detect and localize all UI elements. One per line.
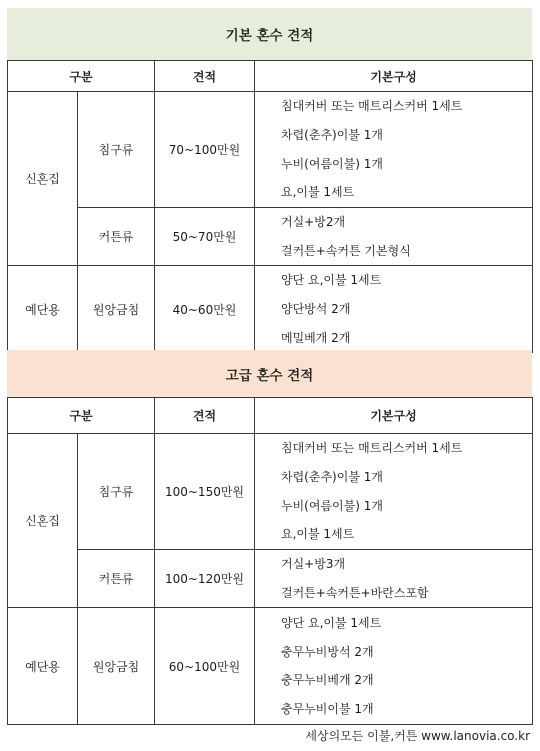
footer-credit: 세상의모든 이불,커튼 www.lanovia.co.kr <box>305 729 530 743</box>
composition-line: 걸커튼+속커튼+바란스포함 <box>281 585 429 600</box>
composition-line: 거실+방2개 <box>281 215 346 229</box>
item-composition <box>255 608 533 725</box>
composition-line: 요,이불 1세트 <box>281 527 355 542</box>
composition-line: 충무누비이불 1개 <box>281 702 374 717</box>
basic-estimate-title: 기본 혼수 견적 <box>7 8 532 60</box>
composition-line: 침대커버 또는 매트리스커버 1세트 <box>281 441 463 456</box>
table-row <box>8 92 533 208</box>
item-type: 원앙금침 <box>78 266 155 353</box>
table-header-row <box>8 61 533 92</box>
composition-line: 누비(여름이불) 1개 <box>281 156 383 171</box>
item-price: 40~60만원 <box>155 266 255 353</box>
composition-line: 양단방석 2개 <box>281 302 351 317</box>
header-estimate: 견적 <box>155 398 255 434</box>
item-type: 커튼류 <box>78 550 155 608</box>
composition-line: 충무누비방석 2개 <box>281 644 374 659</box>
group-name: 예단용 <box>8 266 78 353</box>
table-header-row <box>8 398 533 434</box>
header-composition: 기본구성 <box>255 398 533 434</box>
item-composition <box>255 266 533 353</box>
header-estimate: 견적 <box>155 61 255 92</box>
item-price: 70~100만원 <box>155 92 255 208</box>
item-price: 60~100만원 <box>155 608 255 725</box>
composition-line: 양단 요,이불 1세트 <box>281 273 382 288</box>
header-composition: 기본구성 <box>255 61 533 92</box>
item-price: 100~120만원 <box>155 550 255 608</box>
header-category: 구분 <box>8 61 155 92</box>
composition-line: 누비(여름이불) 1개 <box>281 498 383 513</box>
item-composition <box>255 434 533 550</box>
table-row <box>8 550 533 608</box>
premium-estimate-table <box>7 397 533 725</box>
premium-estimate-title: 고급 혼수 견적 <box>7 350 532 397</box>
table-row <box>8 608 533 725</box>
item-type: 원앙금침 <box>78 608 155 725</box>
basic-estimate-table <box>7 60 533 353</box>
composition-line: 차렵(춘추)이불 1개 <box>281 127 383 142</box>
composition-line: 거실+방3개 <box>281 557 346 571</box>
item-price: 100~150만원 <box>155 434 255 550</box>
composition-line: 걸커튼+속커튼 기본형식 <box>281 243 411 258</box>
group-name: 예단용 <box>8 608 78 725</box>
header-category: 구분 <box>8 398 155 434</box>
group-name: 신혼집 <box>8 434 78 608</box>
group-name: 신혼집 <box>8 92 78 266</box>
table-row <box>8 266 533 353</box>
table-row <box>8 434 533 550</box>
composition-line: 메밀베개 2개 <box>281 330 351 345</box>
item-composition <box>255 92 533 208</box>
item-type: 침구류 <box>78 434 155 550</box>
composition-line: 요,이불 1세트 <box>281 185 355 200</box>
composition-line: 양단 요,이불 1세트 <box>281 616 382 630</box>
item-composition <box>255 208 533 266</box>
table-row <box>8 208 533 266</box>
item-composition <box>255 550 533 608</box>
item-type: 커튼류 <box>78 208 155 266</box>
item-type: 침구류 <box>78 92 155 208</box>
composition-line: 차렵(춘추)이불 1개 <box>281 469 383 484</box>
composition-line: 침대커버 또는 매트리스커버 1세트 <box>281 99 463 114</box>
item-price: 50~70만원 <box>155 208 255 266</box>
composition-line: 충무누비베개 2개 <box>281 673 374 688</box>
